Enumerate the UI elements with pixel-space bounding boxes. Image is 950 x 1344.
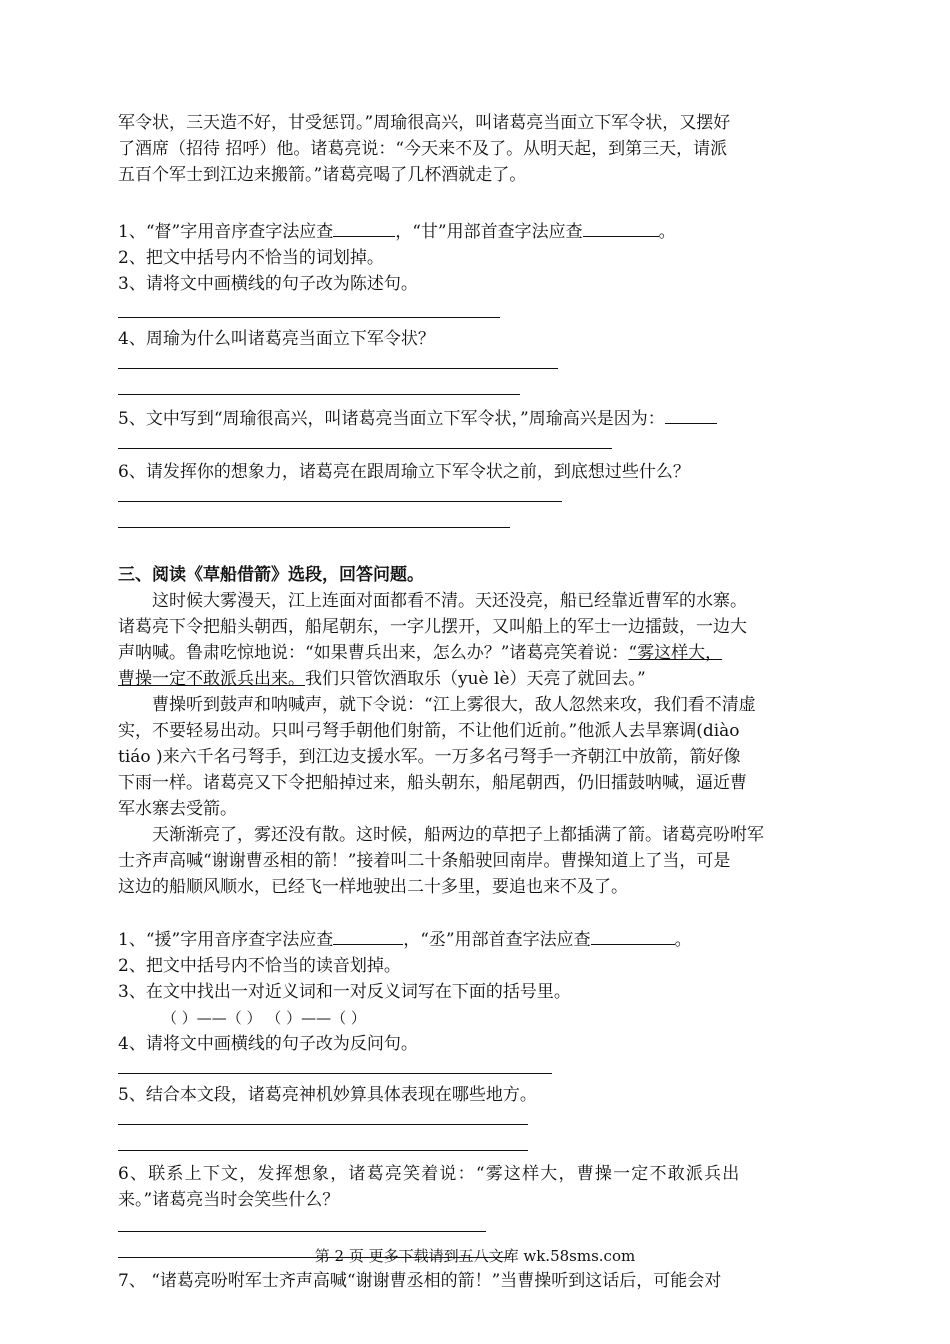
question-text: ，“甘”用部首查字法应查 <box>395 222 583 242</box>
question-2: 2、把文中括号内不恰当的词划掉。 <box>118 248 384 268</box>
passage-line: 士齐声高喊“谢谢曹丞相的箭！”接着叫二十条船驶回南岸。曹操知道上了当，可是 <box>118 851 731 871</box>
question-text: 5、文中写到“周瑜很高兴，叫诸葛亮当面立下军令状，”周瑜高兴是因为： <box>118 409 665 429</box>
question-2: 2、把文中括号内不恰当的读音划掉。 <box>118 956 401 976</box>
page-footer: 第 2 页 更多下载请到五八文库 wk.58sms.com <box>314 1247 636 1265</box>
passage-line <box>118 666 834 692</box>
passage-line: 军令状，三天造不好，甘受惩罚。”周瑜很高兴，叫诸葛亮当面立下军令状，又摆好 <box>118 113 731 133</box>
question-6: 6、请发挥你的想象力，诸葛亮在跟周瑜立下军令状之前，到底想过些什么？ <box>118 462 690 482</box>
answer-blank[interactable] <box>665 405 717 424</box>
answer-blank[interactable] <box>333 926 403 945</box>
answer-blank[interactable] <box>591 926 675 945</box>
question-3: 3、在文中找出一对近义词和一对反义词写在下面的括号里。 <box>118 982 571 1002</box>
question-6: 6、联系上下文，发挥想象，诸葛亮笑着说：“雾这样大，曹操一定不敢派兵出 <box>118 1164 741 1184</box>
passage-line <box>118 640 834 666</box>
bracket-answers[interactable]: （ ）——（ ） （ ）——（ ） <box>162 1009 366 1027</box>
underlined-sentence: 曹操一定不敢派兵出来。 <box>118 669 305 689</box>
section-title: 三、阅读《草船借箭》选段，回答问题。 <box>118 565 424 585</box>
question-5 <box>118 405 834 432</box>
passage-line: 军水寨去受箭。 <box>118 799 237 819</box>
question-4: 4、周瑜为什么叫诸葛亮当面立下军令状？ <box>118 329 435 349</box>
passage-line: 实，不要轻易出动。只叫弓弩手朝他们射箭，不让他们近前。”他派人去旱寨调(diào <box>118 721 740 741</box>
question-text: 1、“督”字用音序查字法应查 <box>118 222 334 242</box>
question-4: 4、请将文中画横线的句子改为反问句。 <box>118 1034 418 1054</box>
question-text: ，“丞”用部首查字法应查 <box>403 930 591 950</box>
passage-line: 曹操听到鼓声和呐喊声，就下令说：“江上雾很大，敌人忽然来攻，我们看不清虚 <box>152 695 756 715</box>
question-1 <box>118 218 834 245</box>
question-3: 3、请将文中画横线的句子改为陈述句。 <box>118 274 418 294</box>
question-1 <box>118 926 834 953</box>
document-page <box>118 110 834 1294</box>
passage-line: tiáo )来六千名弓弩手，到江边支援水军。一万多名弓弩手一齐朝江中放箭，箭好像 <box>118 747 741 767</box>
underlined-sentence: “雾这样大， <box>628 643 723 663</box>
passage-line: 诸葛亮下令把船头朝西，船尾朝东，一字儿摆开，又叫船上的军士一边擂鼓，一边大 <box>118 617 747 637</box>
passage-line: 下雨一样。诸葛亮又下令把船掉过来，船头朝东，船尾朝西，仍旧擂鼓呐喊，逼近曹 <box>118 773 747 793</box>
passage-text: 我们只管饮酒取乐（yuè lè）天亮了就回去。” <box>305 669 646 689</box>
passage-line: 天渐渐亮了，雾还没有散。这时候，船两边的草把子上都插满了箭。诸葛亮吩咐军 <box>152 825 764 845</box>
answer-blank[interactable] <box>333 218 395 237</box>
passage-paragraph <box>118 110 834 188</box>
passage-text: 声呐喊。鲁肃吃惊地说：“如果曹兵出来，怎么办？”诸葛亮笑着说： <box>118 643 629 663</box>
answer-blank[interactable] <box>583 218 659 237</box>
question-7: 7、 “诸葛亮吩咐军士齐声高喊“谢谢曹丞相的箭！”当曹操听到这话后，可能会对 <box>118 1271 722 1291</box>
question-text: 。 <box>674 930 692 950</box>
passage-line: 这边的船顺风顺水，已经飞一样地驶出二十多里，要追也来不及了。 <box>118 877 628 897</box>
passage-line: 了酒席（招待 招呼）他。诸葛亮说：“今天来不及了。从明天起，到第三天，请派 <box>118 139 728 159</box>
question-6: 来。”诸葛亮当时会笑些什么？ <box>118 1190 340 1210</box>
question-5: 5、结合本文段，诸葛亮神机妙算具体表现在哪些地方。 <box>118 1085 537 1105</box>
question-text: 。 <box>658 222 676 242</box>
question-text: 1、“援”字用音序查字法应查 <box>118 930 334 950</box>
passage-line: 这时候大雾漫天，江上连面对面都看不清。天还没亮，船已经靠近曹军的水寨。 <box>152 591 747 611</box>
passage-line: 五百个军士到江边来搬箭。”诸葛亮喝了几杯酒就走了。 <box>118 165 527 185</box>
